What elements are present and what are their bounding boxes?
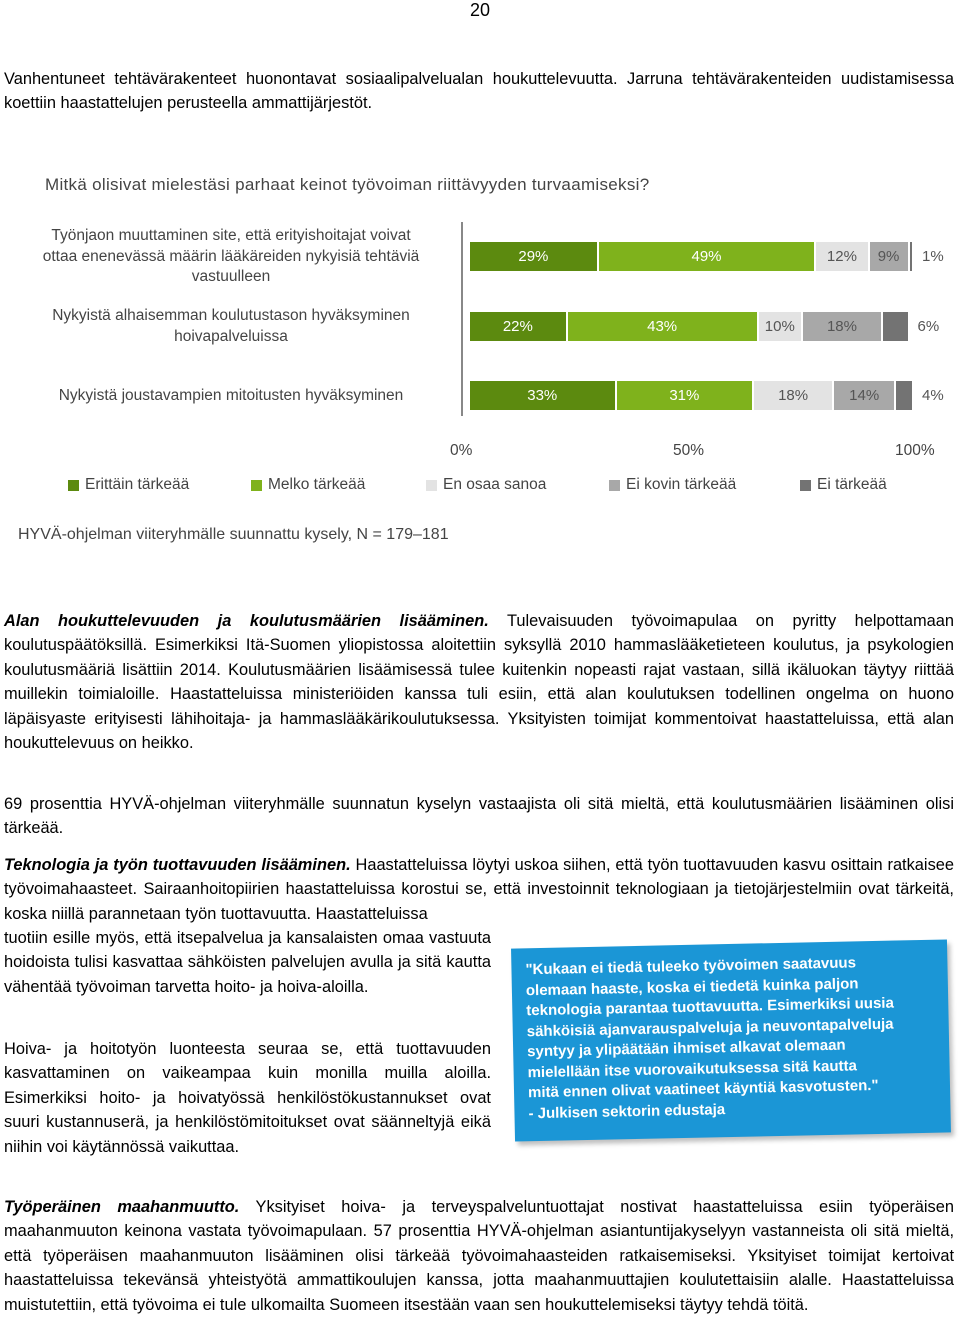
section2-narrow-paragraph: tuotiin esille myös, että itsepalvelua ja kansalaisten omaa vastuuta hoidoista tulisi kasvattaa sähköisten palvelujen avulla ja sitä kautta vähentää työvoiman tarvetta hoito- ja hoiva-aloilla.	[4, 929, 491, 996]
bar-segment	[883, 312, 908, 341]
row-label-1-line-3: vastuulleen	[191, 268, 271, 285]
chart-question-title: Mitkä olisivat mielestäsi parhaat keinot työvoiman riittävyyden turvaamiseksi?	[45, 175, 650, 194]
quote-attribution: - Julkisen sektorin edustaja	[528, 1100, 726, 1122]
bar-data-label: 10%	[764, 318, 795, 335]
legend-label: Ei tärkeää	[817, 476, 887, 493]
bar-data-label: 1%	[922, 248, 944, 265]
section1-paragraph-2: 69 prosenttia HYVÄ-ohjelman viiteryhmälle suunnatun kyselyn vastaajista oli sitä mieltä, että koulutusmäärien lisääminen olisi tärkeää.	[4, 795, 954, 838]
bar-segment	[759, 312, 801, 341]
section2-paragraph	[4, 853, 954, 926]
section2-text: Haastatteluissa löytyi uskoa siihen, että työn tuottavuuden kasvu osittain ratkaisee työvoimahaasteet. Sairaanhoitopiirien haastatteluissa korostui se, että investoinnit teknologiaan ja tietojärjestelmiin ovat tärkeitä, koska niillä parannetaan työn tuottavuutta. Haastatteluissa	[4, 856, 954, 923]
legend-item-en-osaa	[426, 476, 546, 494]
bar-data-label: 6%	[917, 318, 940, 335]
legend-swatch	[800, 480, 811, 491]
chart-bars-area	[0, 0, 960, 440]
bar-segment	[870, 242, 908, 271]
legend-label: Ei kovin tärkeää	[626, 476, 737, 493]
quote-line: syntyy ja ylipäätään ihmiset alkavat olemaan	[527, 1036, 846, 1061]
x-tick-0: 0%	[450, 442, 473, 459]
row-label-1-line-2: ottaa enenevässä määrin lääkäreiden nykyisiä tehtäviä	[42, 247, 420, 265]
bar-segment	[617, 381, 753, 410]
legend-label: En osaa sanoa	[443, 476, 547, 493]
bar-data-label: 31%	[669, 387, 700, 404]
x-tick-100: 100%	[895, 442, 935, 459]
quote-box	[511, 939, 951, 1141]
legend-swatch	[609, 480, 620, 491]
x-tick-50: 50%	[673, 442, 705, 459]
bar-segment	[568, 312, 757, 341]
bar-segment	[470, 381, 615, 410]
quote-line: mielellään itse vuorovaikutuksessa sitä kautta	[527, 1056, 858, 1081]
bar-data-label: 18%	[826, 318, 857, 335]
bar-data-label: 9%	[877, 248, 900, 265]
chart-source-note: HYVÄ-ohjelman viiteryhmälle suunnattu kysely, N = 179–181	[18, 526, 449, 543]
section2-paragraph-2: Hoiva- ja hoitotyön luonteesta seuraa se, että tuottavuuden kasvattaminen on vaikeampaa kuin monilla muilla aloilla. Esimerkiksi hoito- ja hoivatyössä henkilöstökustannukset ovat suuri kustannuserä, ja henkilöstömitoitukset ovat säänneltyjä eikä niihin voi käytännössä vaikuttaa.	[4, 1040, 491, 1156]
bar-segment	[470, 312, 566, 341]
section1-text: Tulevaisuuden työvoimapulaa on pyritty helpottamaan koulutuspäätöksillä. Esimerkiksi Itä-Suomen yliopistossa aloitettiin syksyllä 2010 hammaslääketieteen koulutus, ja psykologien koulutusmääriä lisättiin 2014. Koulutusmäärien lisäämisessä tulee kuitenkin nopeasti rajat vastaan, sillä ikäluokan täytyy riittää muillekin toimialoille. Haastatteluissa ministeriöiden kanssa tuli esiin, että alan koulutuksen todellinen ongelma on huono läpäisyaste erityisesti lähihoitaja- ja hammaslääkärikoulutuksessa. Yksityisten toimijat kommentoivat haastatteluissa, että alan houkuttelevuus on heikko.	[4, 612, 954, 753]
bar-data-label: 29%	[518, 248, 549, 265]
bar-segment	[754, 381, 832, 410]
bar-data-label: 22%	[502, 318, 533, 335]
row-label-3-line-1: Nykyistä joustavampien mitoitusten hyväksyminen	[58, 387, 404, 404]
legend-swatch	[426, 480, 437, 491]
row-label-2-line-1: Nykyistä alhaisemman koulutustason hyväksyminen	[52, 307, 410, 324]
bar-segment	[896, 381, 912, 410]
bar-data-label: 43%	[647, 318, 678, 335]
section3-heading: Työperäinen maahanmuutto.	[4, 1198, 240, 1216]
quote-line: olemaan haaste, koska ei tiedetä kuinka paljon	[525, 974, 859, 999]
row-label-1-line-1: Työnjaon muuttaminen site, että erityishoitajat voivat	[51, 227, 411, 244]
stacked-bar-chart	[0, 0, 960, 560]
legend-swatch	[68, 480, 79, 491]
bar-data-label: 14%	[849, 387, 880, 404]
bar-segment	[470, 242, 597, 271]
legend-item-erittain	[68, 476, 189, 494]
bar-segment	[910, 242, 912, 271]
section2-heading: Teknologia ja työn tuottavuuden lisääminen.	[4, 856, 351, 874]
quote-line: teknologia parantaa tuottavuutta. Esimerkiksi uusia	[526, 994, 895, 1020]
section1-paragraph	[4, 609, 954, 755]
bar-data-label: 12%	[826, 248, 857, 265]
legend-swatch	[251, 480, 262, 491]
bar-segment	[834, 381, 894, 410]
section1-heading: Alan houkuttelevuuden ja koulutusmäärien lisääminen.	[4, 612, 489, 630]
page-number: 20	[469, 0, 491, 20]
bar-data-label: 4%	[922, 387, 944, 404]
bar-segment	[816, 242, 867, 271]
section3-text: Yksityiset hoiva- ja terveyspalveluntuottajat nostivat haastatteluissa esiin työperäisen maahanmuuton keinona vastata työvoimapulaan. 57 prosenttia HYVÄ-ohjelman asiantuntijakyselyyn vastanneista oli sitä mieltä, että työperäisen maahanmuuton lisääminen olisi tärkeää työvoimahaasteiden ratkaisemiseksi. Yksityiset toimijat kertoivat haastatteluissa tekevänsä yhteistyötä ammattikoulujen kanssa, jotta maahanmuuttajien koulutettaisiin alalle. Haastatteluissa muistutettiin, että työvoima ei tule ulkomailta Suomeen itsestään vaan sen houkuttelemiseksi täytyy tehdä töitä.	[4, 1198, 954, 1314]
legend-item-ei-tarkeaa	[800, 476, 887, 494]
bar-data-label: 18%	[778, 387, 809, 404]
quote-line: "Kukaan ei tiedä tuleeko työvoimen saatavuus	[525, 954, 857, 979]
bar-segment	[599, 242, 815, 271]
bar-segment	[803, 312, 881, 341]
bar-data-label: 33%	[527, 387, 558, 404]
legend-item-melko	[251, 476, 365, 494]
legend-item-ei-kovin	[609, 476, 736, 494]
legend-label: Erittäin tärkeää	[85, 476, 190, 493]
legend-label: Melko tärkeää	[268, 476, 366, 493]
intro-paragraph: Vanhentuneet tehtävärakenteet huonontavat sosiaalipalvelualan houkuttelevuutta. Jarruna tehtävärakenteiden uudistamisessa koettiin haastattelujen perusteella ammattijärjestöt.	[4, 70, 954, 113]
bar-data-label: 49%	[691, 248, 722, 265]
section3-paragraph	[4, 1195, 954, 1317]
row-label-2-line-2: hoivapalveluissa	[174, 327, 288, 345]
quote-line: mitä ennen olivat vaatineet käyntiä kasvotusten."	[527, 1076, 879, 1102]
quote-line: sähköisiä ajanvarauspalveluja ja neuvontapalveluja	[526, 1015, 894, 1040]
